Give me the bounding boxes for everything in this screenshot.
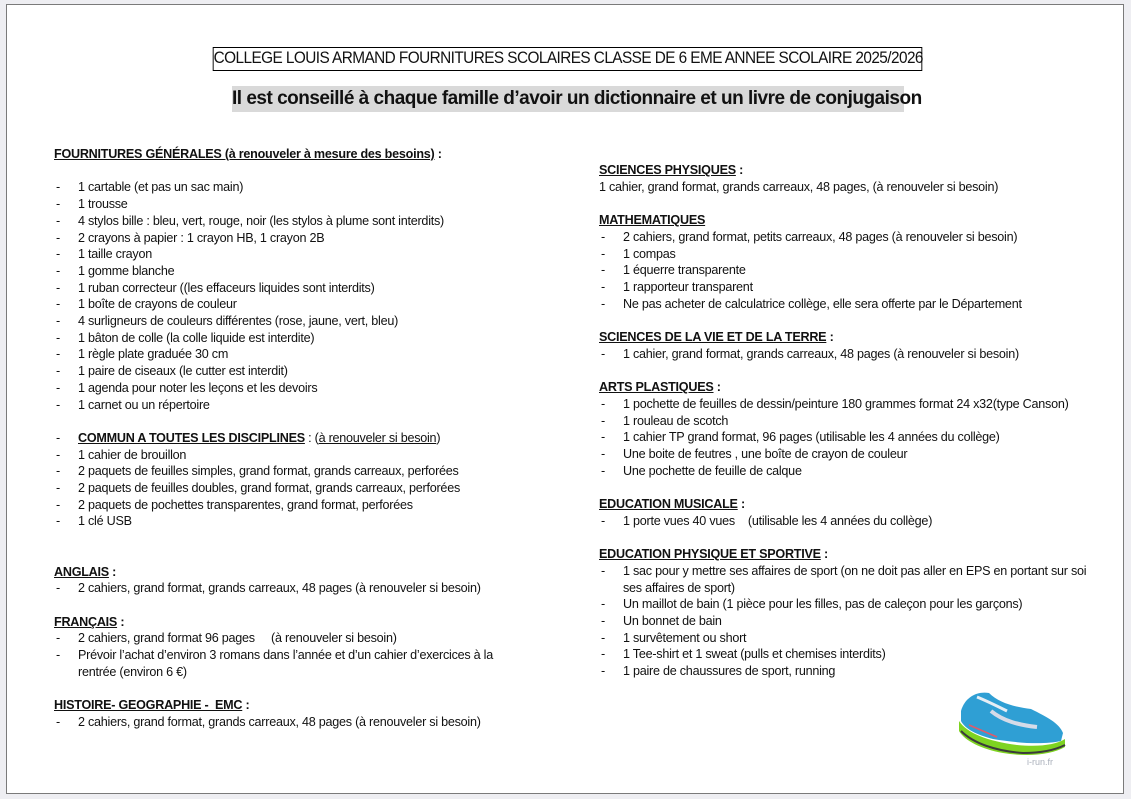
- dash-bullet: -: [601, 630, 605, 645]
- list-item: [54, 196, 534, 213]
- dash-bullet: -: [601, 413, 605, 428]
- list-item-text: 4 surligneurs de couleurs différentes (rose, jaune, vert, bleu): [78, 314, 399, 329]
- list-item-text: 1 rouleau de scotch: [623, 413, 729, 428]
- list-item-text: 2 cahiers, grand format 96 pages (à renouveler si besoin): [78, 631, 397, 646]
- supply-list: [54, 447, 534, 531]
- left-column: [54, 146, 534, 747]
- dash-bullet: -: [56, 330, 60, 345]
- document-title: COLLEGE LOUIS ARMAND FOURNITURES SCOLAIRES CLASSE DE 6 EME ANNEE SCOLAIRE 2025/2026: [213, 47, 923, 71]
- list-item-text: 1 ruban correcteur ((les effaceurs liquides sont interdits): [78, 280, 375, 295]
- list-item: [54, 280, 534, 297]
- list-item: [54, 296, 534, 313]
- section-commun: [54, 430, 534, 530]
- dash-bullet: -: [56, 230, 60, 245]
- list-item: [54, 463, 534, 480]
- advice-banner: Il est conseillé à chaque famille d’avoir un dictionnaire et un livre de conjugaison: [232, 86, 904, 112]
- list-item-text: 1 sac pour y mettre ses affaires de sport (on ne doit pas aller en EPS en portant sur soi ses affaires de sport): [623, 563, 1090, 595]
- list-item-text: 2 cahiers, grand format, petits carreaux, 48 pages (à renouveler si besoin): [623, 229, 1018, 244]
- list-item: [54, 580, 534, 597]
- list-item: [54, 230, 534, 247]
- list-item: [54, 647, 534, 680]
- dash-bullet: -: [601, 563, 605, 578]
- heading-suffix: :: [713, 380, 721, 395]
- dash-bullet: -: [601, 430, 605, 445]
- dash-bullet: -: [56, 197, 60, 212]
- dash-bullet: -: [601, 229, 605, 244]
- section-sciences-physiques: [599, 162, 1099, 195]
- list-item-text: 4 stylos bille : bleu, vert, rouge, noir (les stylos à plume sont interdits): [78, 213, 444, 228]
- list-item: [599, 563, 1099, 596]
- supply-list: [54, 714, 534, 731]
- dash-bullet: -: [56, 297, 60, 312]
- list-item: [599, 262, 1099, 279]
- list-item: [54, 447, 534, 464]
- list-item-text: 1 gomme blanche: [78, 263, 175, 278]
- list-item: [599, 413, 1099, 430]
- list-item-text: 1 clé USB: [78, 514, 132, 529]
- section-heading: [54, 614, 534, 631]
- list-item-text: Ne pas acheter de calculatrice collège, elle sera offerte par le Département: [623, 296, 1022, 311]
- list-item-text: Une pochette de feuille de calque: [623, 463, 802, 478]
- list-item-text: 1 taille crayon: [78, 247, 152, 262]
- dash-bullet: -: [56, 180, 60, 195]
- supply-list: [599, 229, 1099, 313]
- dash-bullet: -: [56, 514, 60, 529]
- dash-bullet: -: [56, 497, 60, 512]
- list-item: [54, 714, 534, 731]
- heading-text: FRANÇAIS: [54, 614, 118, 629]
- heading-suffix: :: [826, 330, 834, 344]
- list-item: [54, 213, 534, 230]
- supply-list: [54, 179, 534, 413]
- list-item-text: 1 cahier TP grand format, 96 pages (utilisable les 4 années du collège): [623, 430, 1000, 445]
- supply-list: [54, 630, 534, 680]
- section-heading: [54, 697, 534, 714]
- dash-bullet: -: [601, 396, 605, 411]
- running-shoe-icon: [947, 681, 1072, 769]
- list-item-text: 1 agenda pour noter les leçons et les devoirs: [78, 380, 318, 395]
- section-heading: [599, 496, 1099, 513]
- list-item-text: 1 paire de chaussures de sport, running: [623, 664, 836, 679]
- list-item: [599, 446, 1099, 463]
- dash-bullet: -: [601, 279, 605, 294]
- section-education-musicale: [599, 496, 1099, 529]
- dash-bullet: -: [56, 481, 60, 496]
- dash-bullet: -: [56, 631, 60, 646]
- right-column: [599, 162, 1099, 696]
- supply-list: [54, 580, 534, 597]
- heading-suffix: :: [735, 163, 744, 177]
- section-fournitures-generales: [54, 146, 534, 413]
- supply-list: [599, 563, 1099, 680]
- dash-bullet: -: [56, 581, 60, 596]
- list-item: [599, 646, 1099, 663]
- dash-bullet: -: [56, 364, 60, 379]
- list-item: [54, 346, 534, 363]
- supply-list: [599, 346, 1099, 363]
- heading-text: SCIENCES DE LA VIE ET DE LA TERRE: [599, 330, 827, 344]
- list-item-text: 1 survêtement ou short: [623, 630, 747, 645]
- heading-suffix: :: [117, 614, 125, 629]
- dash-bullet: -: [56, 447, 60, 462]
- dash-bullet: -: [56, 430, 60, 445]
- section-heading: [54, 146, 534, 163]
- list-item: [599, 613, 1099, 630]
- list-item-text: 2 cahiers, grand format, grands carreaux, 48 pages (à renouveler si besoin): [78, 581, 481, 596]
- list-item-text: 1 cahier, grand format, grands carreaux, 48 pages (à renouveler si besoin): [623, 346, 1019, 361]
- supply-list: [599, 396, 1099, 480]
- list-item: [599, 663, 1099, 680]
- list-item: [54, 179, 534, 196]
- list-item: [54, 380, 534, 397]
- section-heading: [599, 212, 1099, 229]
- list-item: [599, 513, 1099, 530]
- section-svt: [599, 329, 1099, 362]
- section-anglais: [54, 564, 534, 597]
- dash-bullet: -: [601, 513, 605, 528]
- heading-suffix: :: [737, 497, 745, 511]
- heading-separator: : (: [304, 430, 319, 445]
- list-item-text: 1 équerre transparente: [623, 263, 746, 278]
- heading-text: FOURNITURES GÉNÉRALES (à renouveler à mesure des besoins): [54, 147, 435, 161]
- list-item: [599, 279, 1099, 296]
- list-item: [54, 397, 534, 414]
- section-heading: [54, 564, 534, 581]
- list-item-text: 1 porte vues 40 vues (utilisable les 4 années du collège): [623, 513, 933, 528]
- dash-bullet: -: [56, 347, 60, 362]
- list-item: [599, 429, 1099, 446]
- list-item: [54, 246, 534, 263]
- list-item: [599, 346, 1099, 363]
- list-item-text: 1 compas: [623, 246, 676, 261]
- section-heading: [599, 546, 1099, 563]
- heading-text: SCIENCES PHYSIQUES: [599, 163, 736, 177]
- list-item: [599, 296, 1099, 313]
- dash-bullet: -: [601, 446, 605, 461]
- list-item-text: 2 paquets de pochettes transparentes, grand format, perforées: [78, 497, 413, 512]
- dash-bullet: -: [56, 213, 60, 228]
- list-item: [54, 263, 534, 280]
- list-item-text: 1 règle plate graduée 30 cm: [78, 347, 229, 362]
- list-item: [599, 229, 1099, 246]
- heading-suffix: :: [108, 564, 117, 579]
- list-item: [54, 313, 534, 330]
- list-item: [599, 396, 1099, 413]
- watermark-logo: i-run.fr: [1027, 757, 1054, 767]
- dash-bullet: -: [601, 296, 605, 311]
- list-item-text: 1 pochette de feuilles de dessin/peinture 180 grammes format 24 x32(type Canson): [623, 396, 1069, 411]
- dash-bullet: -: [56, 263, 60, 278]
- heading-text: MATHEMATIQUES: [599, 213, 706, 228]
- dash-bullet: -: [601, 246, 605, 261]
- heading-close: ): [436, 430, 441, 445]
- dash-bullet: -: [601, 647, 605, 662]
- section-text: 1 cahier, grand format, grands carreaux, 48 pages, (à renouveler si besoin): [599, 179, 999, 194]
- list-item-text: 1 paire de ciseaux (le cutter est interdit): [78, 364, 288, 379]
- list-item: [54, 497, 534, 514]
- heading-text: EDUCATION MUSICALE: [599, 497, 738, 511]
- heading-suffix: :: [434, 147, 442, 161]
- heading-text: ANGLAIS: [54, 564, 109, 579]
- list-item-text: 2 crayons à papier : 1 crayon HB, 1 crayon 2B: [78, 230, 325, 245]
- dash-bullet: -: [601, 597, 605, 612]
- list-item: [599, 246, 1099, 263]
- heading-text: COMMUN A TOUTES LES DISCIPLINES: [78, 430, 305, 445]
- dash-bullet: -: [56, 314, 60, 329]
- list-item: [599, 630, 1099, 647]
- list-item-text: Une boite de feutres , une boîte de crayon de couleur: [623, 446, 908, 461]
- dash-bullet: -: [56, 380, 60, 395]
- list-item-text: 1 cahier de brouillon: [78, 447, 187, 462]
- list-item-text: 1 trousse: [78, 197, 128, 212]
- heading-text: HISTOIRE- GEOGRAPHIE - EMC: [54, 698, 243, 713]
- list-item: [54, 480, 534, 497]
- heading-note: à renouveler si besoin: [318, 430, 437, 445]
- list-item-text: Un bonnet de bain: [623, 613, 722, 628]
- dash-bullet: -: [601, 263, 605, 278]
- section-eps: [599, 546, 1099, 680]
- dash-bullet: -: [601, 613, 605, 628]
- heading-suffix: :: [242, 698, 250, 713]
- list-item-text: 1 cartable (et pas un sac main): [78, 180, 244, 195]
- section-heading: [599, 329, 1099, 346]
- dash-bullet: -: [56, 280, 60, 295]
- dash-bullet: -: [601, 664, 605, 679]
- list-item: [599, 596, 1099, 613]
- list-item-text: 2 paquets de feuilles simples, grand format, grands carreaux, perforées: [78, 464, 459, 479]
- list-item: [54, 513, 534, 530]
- list-item-text: 1 rapporteur transparent: [623, 279, 753, 294]
- section-arts-plastiques: [599, 379, 1099, 479]
- list-item-text: 1 carnet ou un répertoire: [78, 397, 210, 412]
- section-histoire-geo: [54, 697, 534, 730]
- section-francais: [54, 614, 534, 681]
- section-heading: [599, 162, 1099, 179]
- dash-bullet: -: [601, 463, 605, 478]
- list-item: [599, 463, 1099, 480]
- dash-bullet: -: [56, 247, 60, 262]
- supply-list: [599, 513, 1099, 530]
- list-item-text: 1 Tee-shirt et 1 sweat (pulls et chemises interdits): [623, 647, 886, 662]
- dash-bullet: -: [56, 714, 60, 729]
- dash-bullet: -: [56, 464, 60, 479]
- list-item: [54, 330, 534, 347]
- section-mathematiques: [599, 212, 1099, 312]
- heading-text: EDUCATION PHYSIQUE ET SPORTIVE: [599, 547, 821, 562]
- list-item-text: Prévoir l’achat d’environ 3 romans dans l’année et d’un cahier d’exercices à la rentrée (environ 6 €): [78, 648, 497, 679]
- dash-bullet: -: [56, 397, 60, 412]
- section-heading: [599, 379, 1099, 396]
- list-item: [54, 363, 534, 380]
- list-item-text: 1 boîte de crayons de couleur: [78, 297, 237, 312]
- dash-bullet: -: [56, 648, 60, 663]
- list-item: [54, 430, 534, 447]
- heading-suffix: :: [820, 547, 828, 562]
- list-item-text: 2 cahiers, grand format, grands carreaux, 48 pages (à renouveler si besoin): [78, 714, 481, 729]
- dash-bullet: -: [601, 346, 605, 361]
- heading-text: ARTS PLASTIQUES: [599, 380, 714, 395]
- list-item-text: Un maillot de bain (1 pièce pour les filles, pas de caleçon pour les garçons): [623, 597, 1023, 612]
- list-item: [54, 630, 534, 647]
- list-item-text: 2 paquets de feuilles doubles, grand format, grands carreaux, perforées: [78, 481, 460, 496]
- document-page: [6, 4, 1124, 794]
- list-item-text: 1 bâton de colle (la colle liquide est interdite): [78, 330, 315, 345]
